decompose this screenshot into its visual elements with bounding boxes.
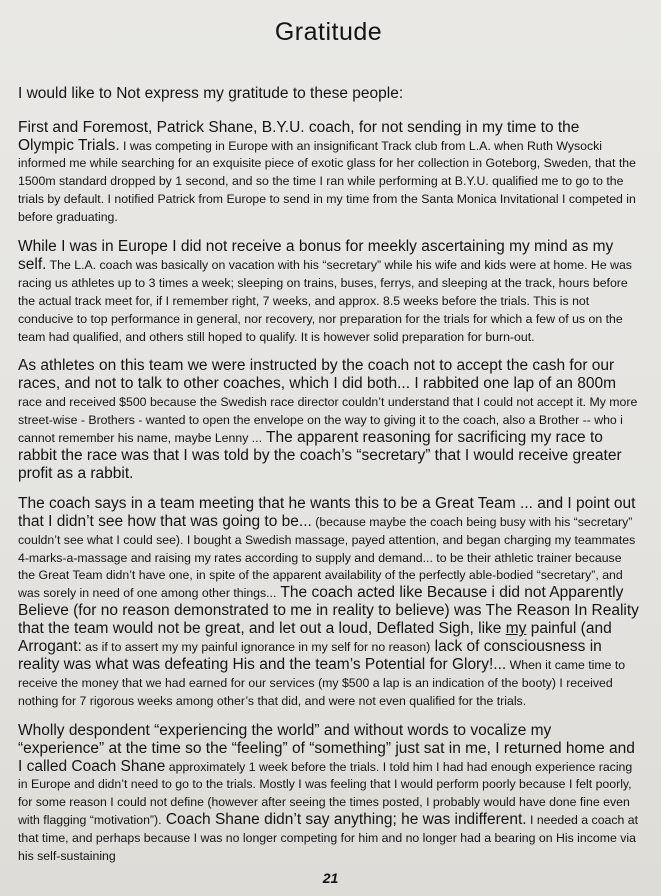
paragraph-lead: While I was in Europe I did not receive a bonus for meekly ascertaining my mind as my self.: [18, 238, 614, 273]
underlined-word: my: [505, 620, 527, 638]
paragraph-lead: First and Foremost, Patrick Shane, B.Y.U. coach, for not sending in my time to the Olympic Trials.: [18, 118, 580, 154]
paragraph-tail: lack of consciousness in reality was what was defeating His and the team’s Potential for Glory!...: [18, 638, 602, 673]
paragraph-body: race and received $500 because the Swedish race director couldn’t understand that I could not accept it. My more street-wise - Brothers - wanted to open the envelope on the way to giving it to the coach, also a Brother -- who i cannot remember his name, maybe Lenny ...: [18, 395, 638, 446]
paragraph-tail: Coach Shane didn’t say anything; he was indifferent.: [161, 811, 527, 829]
paragraph-body: as if to assert my my painful ignorance in my self for no reason): [81, 640, 431, 655]
paragraph-lead: As athletes on this team we were instructed by the coach not to accept the cash for our races, and not to talk to other coaches, which I did both... I rabbited one lap of an 800m: [18, 357, 616, 393]
paragraph-lead: The coach says in a team meeting that he wants this to be a Great Team ... and I point out that I didn’t see how that was going to be...: [18, 494, 636, 530]
paragraph-rabbit: [18, 357, 639, 482]
intro-line: I would like to Not express my gratitude to these people:: [18, 85, 404, 102]
paragraph-lead: Wholly despondent “experiencing the world” and without words to vocalize my “experience” at the time so the “feeling” of “something” just sat in me, I returned home and I called Coach Shane: [18, 721, 635, 775]
paragraph-body: The L.A. coach was basically on vacation with his “secretary” while his wife and kids were at home. He was racing us athletes up to 3 times a week; sleeping on trains, buses, ferrys, and sleeping at the track, hours before the actual track meet for, if I remember right, 7 weeks, and approx. 8.5 weeks before the trials. This is not conducive to top performance in general, nor recovery, nor preparation for the trials for which a few of us on the team had qualified, and others still hoped to qualify. It is however solid preparation for burn-out.: [18, 257, 632, 344]
paragraph-despondent: [18, 722, 639, 865]
paragraph-great-team: [18, 495, 639, 710]
paragraph-body: I needed a coach at that time, and perhaps because I was no longer competing for him and no longer had a bearing on His income via his self-sustaining: [18, 813, 639, 864]
paragraph-body: approximately 1 week before the trials. I told him I had had enough experience racing in Europe and didn’t need to go to the trials. Mostly I was feeling that I would perform poorly because I felt poorly, for some reason I could not define (however after seeing the times posted, I probably would have done fine even with flagging “motivation”).: [18, 759, 633, 828]
paragraph-shane: [18, 119, 639, 226]
paragraph-tail: The coach acted like Because i did not Apparently Believe (for no reason demonstrated to me in reality to believe) was The Reason In Reality that the team would not be great, and let out a loud, Deflated Sigh, like: [18, 584, 639, 638]
page-title: Gratitude: [274, 18, 383, 46]
paragraph-body: (because maybe the coach being busy with his “secretary” couldn’t see what I could see). I bought a Swedish massage, payed attention, and began charging my teammates 4-marks-a-massage and raising my rates according to supply and demand... to be their athletic trainer because the Great Team didn’t have one, in spite of the apparent availability of the perfectly able-bodied “secretary”, and was sorely in need of one among other things...: [18, 514, 636, 601]
paragraph-europe: [18, 238, 639, 345]
paragraph-body: I was competing in Europe with an insignificant Track club from L.A. when Ruth Wysocki informed me while searching for an exquisite piece of exotic glass for her collection in Goteborg, Sweden, that the 1500m standard dropped by 1 second, and so the time I ran while performing at B.Y.U. qualified me to go to the trials by default. I notified Patrick from Europe to send in my time from the Santa Monica Invitational I competed in before graduating.: [18, 138, 636, 225]
paragraph-tail: painful (and Arrogant:: [18, 620, 612, 656]
paragraph-tail: The apparent reasoning for sacrificing my race to rabbit the race was that I was told by the coach’s “secretary” that I would receive greater profit as a rabbit.: [18, 429, 622, 482]
page-number: 21: [322, 870, 339, 886]
paragraph-body: When it came time to receive the money that we had earned for our services (my $500 a lap is an indication of the booty) I received nothing for 7 rigorous weeks among other’s that did, and were not even qualified for the trials.: [18, 657, 626, 708]
